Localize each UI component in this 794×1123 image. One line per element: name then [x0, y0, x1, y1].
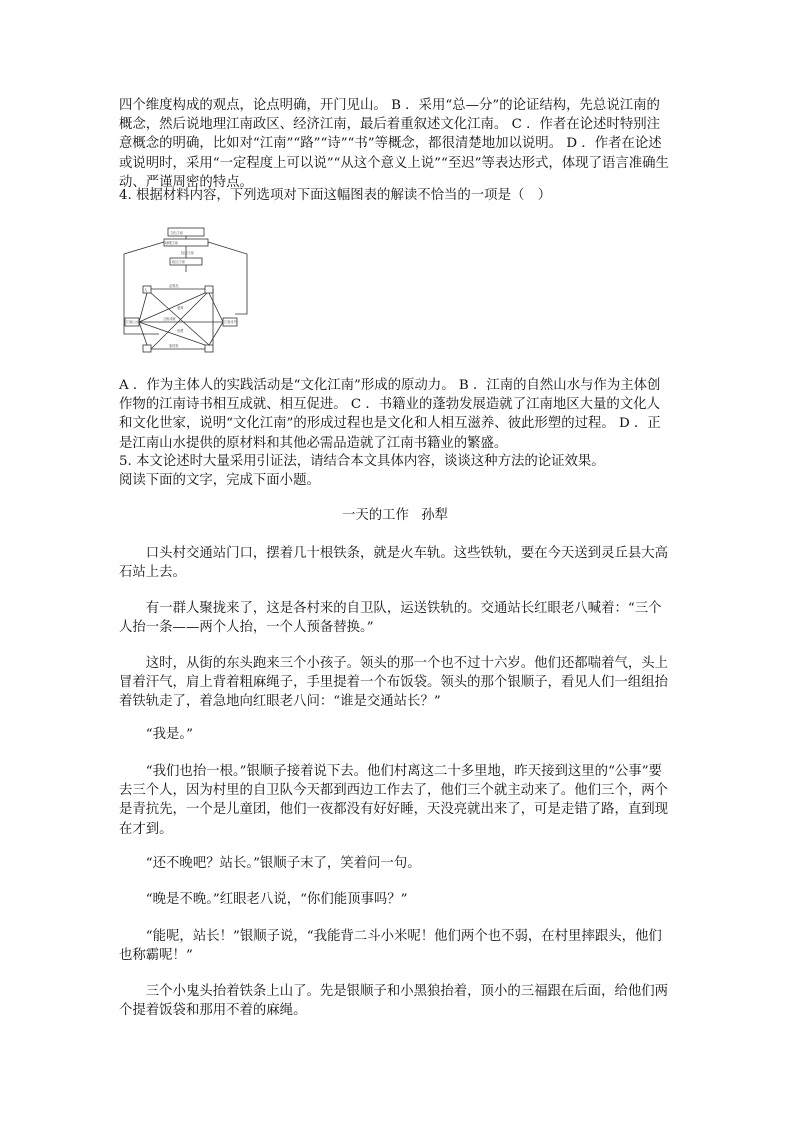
- culture-jiangnan-diagram: [119, 224, 259, 364]
- story-paragraph: 三个小鬼头抬着铁条上山了。先是银顺子和小黑狼抬着，顶小的三福跟在后面，给他们两个提着饭袋和那用不着的麻绳。: [119, 984, 669, 1019]
- story-paragraph: “晚是不晚。”红眼老八说，“你们能顶事吗？”: [145, 892, 408, 907]
- story-paragraph: 口头村交通站门口，摆着几十根铁条，就是火车轨。这些铁轨，要在今天送到灵丘县大高石站上去。: [119, 546, 669, 581]
- diagram-node-d: [205, 345, 213, 352]
- story-paragraph: 这时，从街的东头跑来三个小孩子。领头的那一个也不过十六岁。他们还都喘着气，头上冒着汗气，肩上背着粗麻绳子，手里提着一个布饭袋。领头的那个银顺子，看见人们一组组抬着铁轨走了，着急地向红眼老八问：“谁是交通站长？”: [119, 656, 669, 710]
- story-paragraph: “还不晚吧？站长。”银顺子末了，笑着问一句。: [145, 856, 421, 871]
- q3-options: 四个维度构成的观点，论点明确，开门见山。 B ．采用“总—分”的论证结构，先总说江南的概念，然后说地理江南政区、经济江南，最后着重叙述文化江南。 C ．作者在论述时特别注意概念的明确，比如对“江南”“路”“诗”“书”等概念，都很清楚地加以说明。 D ．作者在论述或说明时，采用“一定程度上可以说”“从这个意义上说”“至迟”等表达形式，体现了语言准确生动、严谨周密的特点。: [119, 98, 669, 190]
- diagram-node-c: [143, 345, 151, 352]
- story-title: 一天的工作: [342, 508, 409, 523]
- story-paragraph: “我们也抬一根。”银顺子接着说下去。他们村离这二十多里地，昨天接到这里的“公事”要去三个人，因为村里的自卫队今天都到西边工作去了，他们三个就主动来了。他们三个，两个是青抗先，一个是儿童团，他们一夜都没有好好睡，天没亮就出来了，可是走错了路，直到现在才到。: [119, 764, 669, 837]
- q5-stem: 5. 本文论述时大量采用引证法，请结合本文具体内容，谈谈这种方法的论证效果。: [119, 454, 605, 469]
- diagram-text-right: 江南诗书: [224, 320, 237, 324]
- story-title-line: [119, 506, 671, 525]
- diagram-text-left: 江南山水: [126, 320, 139, 324]
- story-paragraph: “能呢，站长！”银顺子说，“我能背二斗小米呢！他们两个也不弱，在村里摔跟头，他们也称霸呢！”: [119, 929, 662, 964]
- q4-options: A ．作为主体人的实践活动是“文化江南”形成的原动力。 B ．江南的自然山水与作为主体创作物的江南诗书相互成就、相互促进。 C ．书籍业的蓬勃发展造就了江南地区大量的文化人和文化世家，说明“文化江南”的形成过程也是文化和人相互滋养、彼此形塑的过程。 D ．正是江南山水提供的原材料和其他必需品造就了江南书籍业的繁盛。: [119, 378, 661, 451]
- diagram-text-edge3: 互相成就: [163, 317, 176, 321]
- diagram-text-3: 政区江南: [172, 260, 185, 264]
- diagram-text-a: 人: [144, 288, 148, 292]
- diagram-text-edge2: 原材料: [169, 344, 179, 348]
- q4-stem: 4. 根据材料内容，下列选项对下面这幅图表的解读不恰当的一项是（ ）: [119, 188, 552, 203]
- diagram-text-2: 经济江南: [181, 251, 194, 255]
- diagram-text-1: 地理江南: [165, 241, 178, 245]
- diagram-text-top: 文化江南: [170, 231, 183, 235]
- diagram-text-edge1: 必需品: [169, 284, 179, 288]
- reading-intro: 阅读下面的文字，完成下面小题。: [119, 473, 320, 488]
- diagram-node-b: [205, 286, 213, 293]
- story-paragraph: 有一群人聚拢来了，这是各村来的自卫队，运送铁轨的。交通站长红眼老八喊着：“三个人抬一条——两个人抬，一个人预备替换。”: [119, 601, 662, 636]
- diagram-text-edge4: 滋养: [177, 306, 184, 310]
- story-author: 孙犁: [421, 508, 448, 523]
- diagram-text-edge5: 形塑: [177, 329, 184, 333]
- story-paragraph: “我是。”: [145, 727, 193, 742]
